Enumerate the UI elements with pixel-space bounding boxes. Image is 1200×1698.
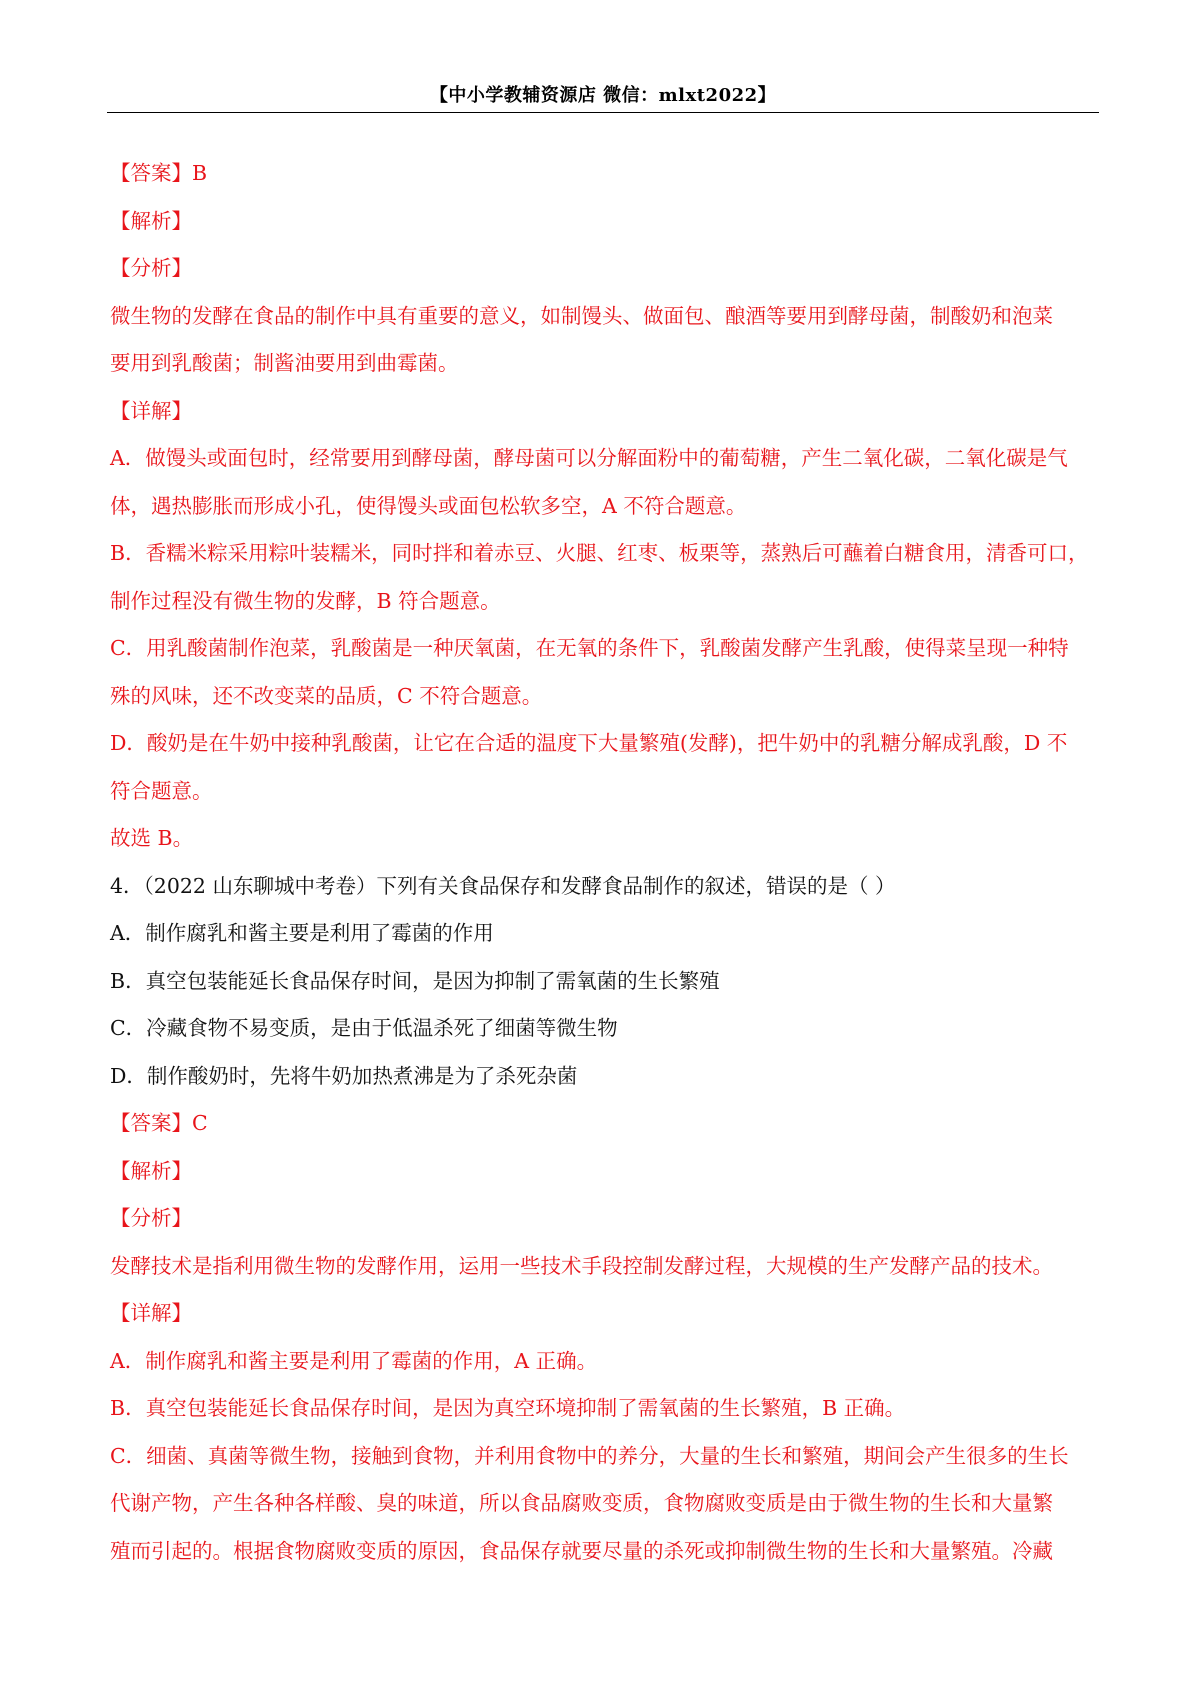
q4-detail-a: A．制作腐乳和酱主要是利用了霉菌的作用，A 正确。 — [110, 1348, 598, 1373]
q3-fenxi-line-2: 要用到乳酸菌；制酱油要用到曲霉菌。 — [110, 351, 459, 375]
q3-fenxi-line-1: 微生物的发酵在食品的制作中具有重要的意义，如制馒头、做面包、酿酒等要用到酵母菌，制酸奶和泡菜 — [110, 303, 1053, 328]
q4-option-d: D．制作酸奶时，先将牛奶加热煮沸是为了杀死杂菌 — [110, 1063, 578, 1088]
q3-detail-a-line-2: 体，遇热膨胀而形成小孔，使得馒头或面包松软多空，A 不符合题意。 — [110, 493, 747, 518]
q4-detail-c-line-1: C．细菌、真菌等微生物，接触到食物，并利用食物中的养分，大量的生长和繁殖，期间会产生很多的生长 — [110, 1443, 1069, 1468]
q4-jiexi-tag: 【解析】 — [110, 1158, 192, 1183]
q3-xiangjie-tag: 【详解】 — [110, 398, 192, 423]
q4-detail-b: B．真空包装能延长食品保存时间，是因为真空环境抑制了需氧菌的生长繁殖，B 正确。 — [110, 1396, 906, 1420]
q3-detail-c-line-2: 殊的风味，还不改变菜的品质，C 不符合题意。 — [110, 683, 543, 708]
q4-fenxi-tag: 【分析】 — [110, 1206, 192, 1230]
header-rule — [107, 112, 1099, 113]
q3-detail-b-line-2: 制作过程没有微生物的发酵，B 符合题意。 — [110, 588, 501, 613]
q4-fenxi-line-1: 发酵技术是指利用微生物的发酵作用，运用一些技术手段控制发酵过程，大规模的生产发酵产品的技术。 — [110, 1253, 1053, 1278]
q3-detail-d-line-2: 符合题意。 — [110, 778, 213, 803]
page-header: 【中小学教辅资源店 微信：mlxt2022】 — [429, 85, 777, 106]
q4-option-c: C．冷藏食物不易变质，是由于低温杀死了细菌等微生物 — [110, 1016, 618, 1040]
q4-answer: 【答案】C — [110, 1111, 208, 1135]
q3-jiexi-tag: 【解析】 — [110, 208, 192, 233]
q3-conclusion: 故选 B。 — [110, 826, 194, 850]
q3-detail-c-line-1: C．用乳酸菌制作泡菜，乳酸菌是一种厌氧菌，在无氧的条件下，乳酸菌发酵产生乳酸，使得菜呈现一种特 — [110, 636, 1069, 660]
document-body — [110, 150, 1102, 1575]
q4-stem: 4．（2022 山东聊城中考卷）下列有关食品保存和发酵食品制作的叙述，错误的是（ ） — [110, 873, 896, 898]
q4-option-a: A．制作腐乳和酱主要是利用了霉菌的作用 — [110, 921, 494, 945]
q3-detail-d-line-1: D．酸奶是在牛奶中接种乳酸菌，让它在合适的温度下大量繁殖(发酵)，把牛奶中的乳糖分解成乳酸，D 不 — [110, 731, 1068, 755]
q3-fenxi-tag: 【分析】 — [110, 256, 192, 280]
q4-xiangjie-tag: 【详解】 — [110, 1301, 192, 1325]
q3-detail-a-line-1: A．做馒头或面包时，经常要用到酵母菌，酵母菌可以分解面粉中的葡萄糖，产生二氧化碳，二氧化碳是气 — [110, 446, 1068, 470]
q3-answer: 【答案】B — [110, 161, 208, 185]
q4-detail-c-line-2: 代谢产物，产生各种各样酸、臭的味道，所以食品腐败变质，食物腐败变质是由于微生物的生长和大量繁 — [110, 1491, 1053, 1515]
q4-detail-c-line-3: 殖而引起的。根据食物腐败变质的原因，食品保存就要尽量的杀死或抑制微生物的生长和大量繁殖。冷藏 — [110, 1538, 1053, 1563]
q4-option-b: B．真空包装能延长食品保存时间，是因为抑制了需氧菌的生长繁殖 — [110, 968, 720, 993]
q3-detail-b-line-1: B．香糯米粽采用粽叶装糯米，同时拌和着赤豆、火腿、红枣、板栗等，蒸熟后可蘸着白糖食用，清香可口， — [110, 541, 1089, 565]
